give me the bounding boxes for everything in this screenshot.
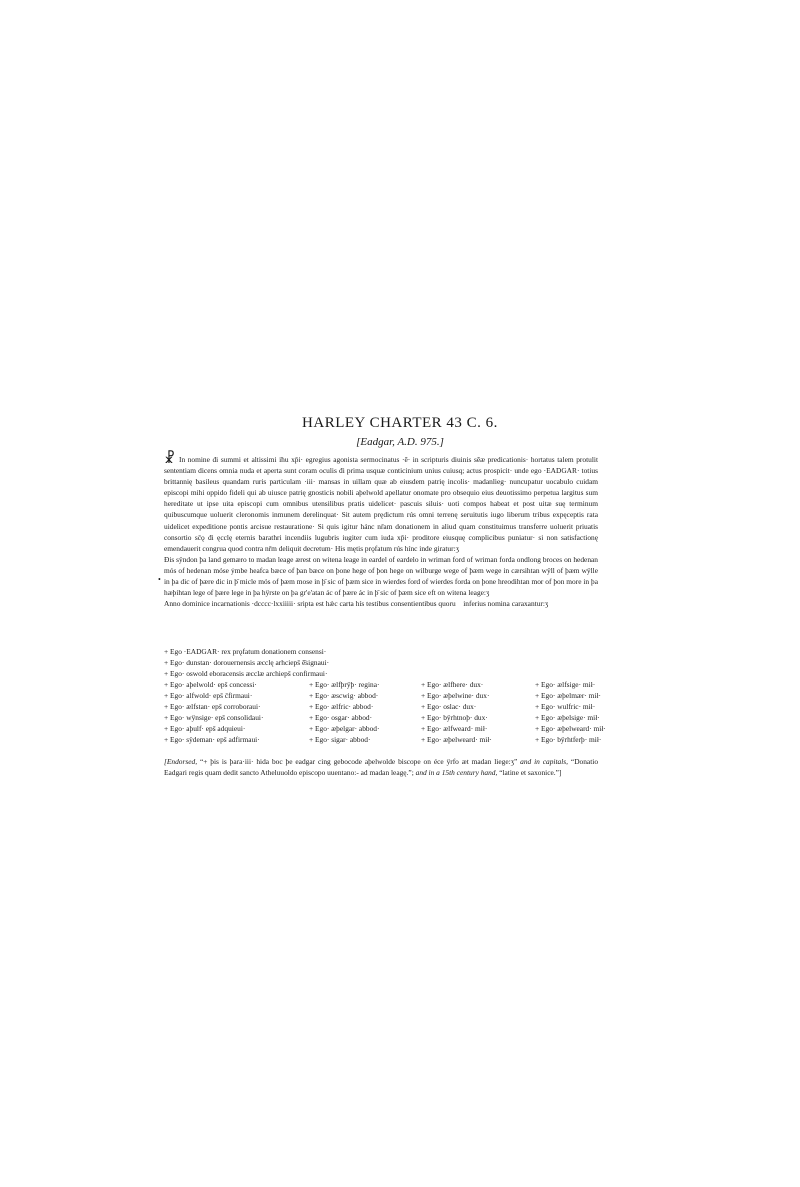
witness-line: + Ego· bÿrhtnoþ· dux·: [421, 713, 488, 722]
capitals-label: and in capitals,: [520, 757, 569, 766]
witness-line: + Ego· æþelweard· mił·: [421, 735, 492, 744]
margin-mark: •: [158, 575, 161, 584]
endorsement-quote-1: “+ þis is þara·iii· hida boc þe eadgar cing gebocode aþelwolde biscope on éce ÿrfo æt madan liege:ʒ”: [199, 757, 518, 766]
endorsement-note: [164, 756, 598, 778]
charter-text: [164, 454, 598, 609]
endorsement-quote-3: “latine et saxonice.”]: [499, 768, 562, 778]
endorsement-quote-2: “Donatio Eadgari regis quam dedit sancto Atheluuoldo episcopo uuentano:- ad madan leagę.”;: [164, 757, 599, 778]
witness-line: + Ego· sigar· abbod·: [309, 735, 371, 744]
witness-line: + Ego· oslac· dux·: [421, 702, 477, 711]
witness-line: + Ego· bÿrhtferþ· mił·: [535, 735, 602, 744]
witness-line: + Ego· wulfric· mił·: [535, 702, 596, 711]
witness-line: + Ego· ælfhere· dux·: [421, 680, 484, 689]
witness-line: + Ego· alfwold· eps̄ c̄firmaui·: [164, 691, 253, 700]
witness-line: + Ego· ælfric· abbod·: [309, 702, 374, 711]
page-title: HARLEY CHARTER 43 C. 6.: [302, 415, 498, 431]
chrismon-icon: ☧: [164, 452, 175, 467]
witness-line: + Ego· æþelweard· mił·: [535, 724, 606, 733]
witness-line: + Ego· ælfþrÿþ· regina·: [309, 680, 380, 689]
witness-line: + Ego· dunstan· dorouernensis æcclę arhcieps̄ ē̄signaui·: [164, 658, 330, 667]
witness-line: + Ego· osgar· abbod·: [309, 713, 373, 722]
witness-line: + Ego· ælfstan· eps̄ corroboraui·: [164, 702, 261, 711]
witness-line: + Ego· æþelgar· abbod·: [309, 724, 380, 733]
charter-attribution: [Eadgar, A.D. 975.]: [356, 436, 444, 448]
english-bounds-paragraph: Đis sÿndon þa land gemæro to madan leage ærest on witena leage in eardel of eardelo in wriman ford of wriman forda ondlong broces on hedenan mós of hedenan móse ẏmbe heafca bæce of þan bæce on þone hege of þon hege on wilburge wege of þæm wege in cærsihtan wÿll of þæm wÿlle in þa dic of þære dic in þ̄ micle mós of þæm mose in þ̄ sic of þæm sice in wierdes ford of wierdes forda on þone hreodihtan mor of þon more in þa hæþihtan lege of þære lege in þa hÿrste on þa gr'e'atan ác of þære ác in þ̄ sic of þæm sice eft on witena leage:ʒ: [164, 554, 598, 598]
latin-grant-text: In nomine đi summi et altissimi iħu xp̄i· egregius agonista sermocinatus ·ē· in scripturis diuinis sēæ predicationis· hortatus talem protulit sententiam dicens omnia nuda et aperta sunt coram oculis đi prima usquæ conticinium unius cuiusq; actus prospicit· unde ego ·EADGAR· totius brittannię basileus quandam ruris particulam ·iii· mansas in uillam quæ ab eiusdem patrię incolis· madanlieg· nuncupatur uocabulo cuidam episcopi mihi oppido fideli qui ab uiusce patrię gnosticis nobili aþelwold apellatur onomate pro obsequio eius deuotissimo perpetua largitus sum hereditate ut ipse uita episcopi cum omnibus utensilibus pratis uidelicet· pascuis siluis· uoti compos habeat et post uitæ suę terminum quibuscumque uoluerit cleronomis inmunem derelinquat· Sit autem prędictum rús omni terrenę seruitutis iugo liberum tribus expęceptis rata uidelicet expeditione pontis arcisue restauratione· Si quis igitur hánc nr̄am donationem in aliud quam constituimus transferre uoluerit priuatis consortio sc̄ǫ đi ęcclę eternis barathri incendiis lugubris iugiter cum iuda xp̄i· proditore eiusquę complicibus puniatur· si non satisfactionę emendauerit congrua quod contra nr̄m deliquit decretum· His mętis prǫfatum rús hínc inde giratur:ʒ: [164, 455, 598, 553]
witness-line: + Ego· æscwig· abbod·: [309, 691, 379, 700]
witness-line: + Ego· aþelwold· eps̄ concessi·: [164, 680, 257, 689]
witness-line: + Ego· oswold eboracensis æcclæ archieps̄ confirmaui·: [164, 669, 328, 678]
witness-line: + Ego· ælfweard· mił·: [421, 724, 488, 733]
witness-line: + Ego· sÿdeman· eps̄ adfirmaui·: [164, 735, 260, 744]
latin-grant-paragraph: [164, 454, 598, 554]
witness-line: + Ego· aþulf· eps̄ adquieui·: [164, 724, 246, 733]
witness-line: + Ego ·EADGAR· rex prǫfatum donationem consensi·: [164, 647, 327, 656]
dating-clause-paragraph: Anno dominice incarnationis ·dcccc·lxxiiiii· sripta est hǽc carta hís testibus consentientibus quoru᷑ inferius nomina caraxantur:ʒ: [164, 599, 549, 609]
witness-line: + Ego· æþelsige· mił·: [535, 713, 600, 722]
endorsed-label: [Endorsed,: [164, 757, 198, 766]
fifteenth-century-label: and in a 15th century hand,: [415, 768, 498, 778]
witness-line: + Ego· æþelmær· mił·: [535, 691, 601, 700]
witness-line: + Ego· ælfsige· mił·: [535, 680, 596, 689]
witness-line: + Ego· wÿnsige· eps̄ consolidaui·: [164, 713, 264, 722]
witness-line: + Ego· æþelwine· dux·: [421, 691, 490, 700]
